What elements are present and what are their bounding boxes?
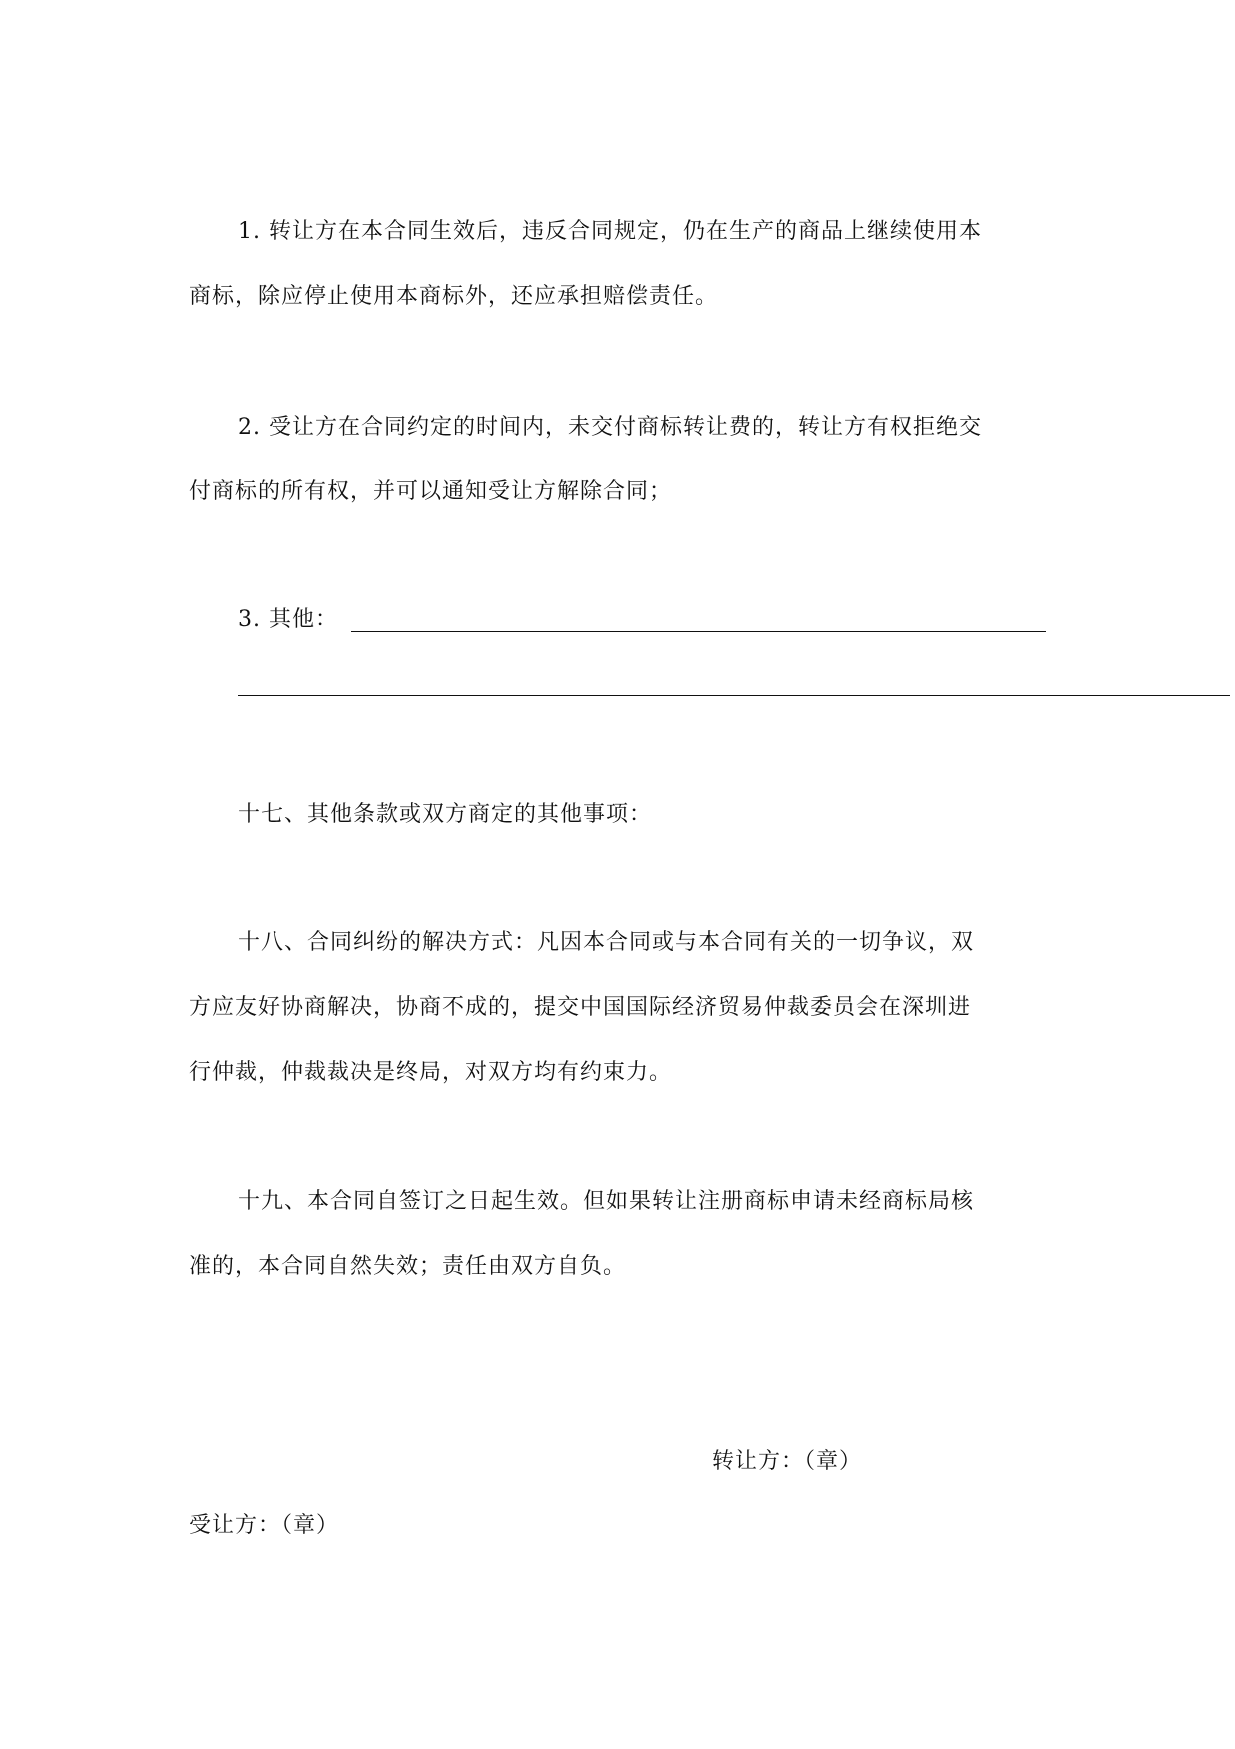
section-19-line-2: 准的，本合同自然失效；责任由双方自负。 (189, 1254, 627, 1279)
section-18-line-2: 方应友好协商解决，协商不成的，提交中国国际经济贸易仲裁委员会在深圳进 (189, 995, 972, 1020)
clause-3-blank-line-2 (238, 695, 1230, 696)
section-19-line-1: 十九、本合同自签订之日起生效。但如果转让注册商标申请未经商标局核 (238, 1189, 975, 1214)
transferor-signature: 转让方：（章） (712, 1449, 863, 1474)
clause-3-blank-line-1 (351, 631, 1046, 632)
clause-2-line-2: 付商标的所有权，并可以通知受让方解除合同； (189, 479, 673, 504)
section-18-line-3: 行仲裁，仲裁裁决是终局，对双方均有约束力。 (189, 1060, 673, 1085)
section-18-line-1: 十八、合同纠纷的解决方式：凡因本合同或与本合同有关的一切争议，双 (238, 930, 975, 955)
section-17-line-1: 十七、其他条款或双方商定的其他事项： (238, 802, 653, 827)
clause-1-line-1: 1. 转让方在本合同生效后，违反合同规定，仍在生产的商品上继续使用本 (238, 219, 982, 244)
clause-2-line-1: 2. 受让方在合同约定的时间内，未交付商标转让费的，转让方有权拒绝交 (238, 415, 982, 440)
transferee-signature: 受让方：（章） (189, 1513, 340, 1538)
clause-1-line-2: 商标，除应停止使用本商标外，还应承担赔偿责任。 (189, 284, 719, 309)
clause-3-label: 3. 其他： (238, 607, 338, 632)
